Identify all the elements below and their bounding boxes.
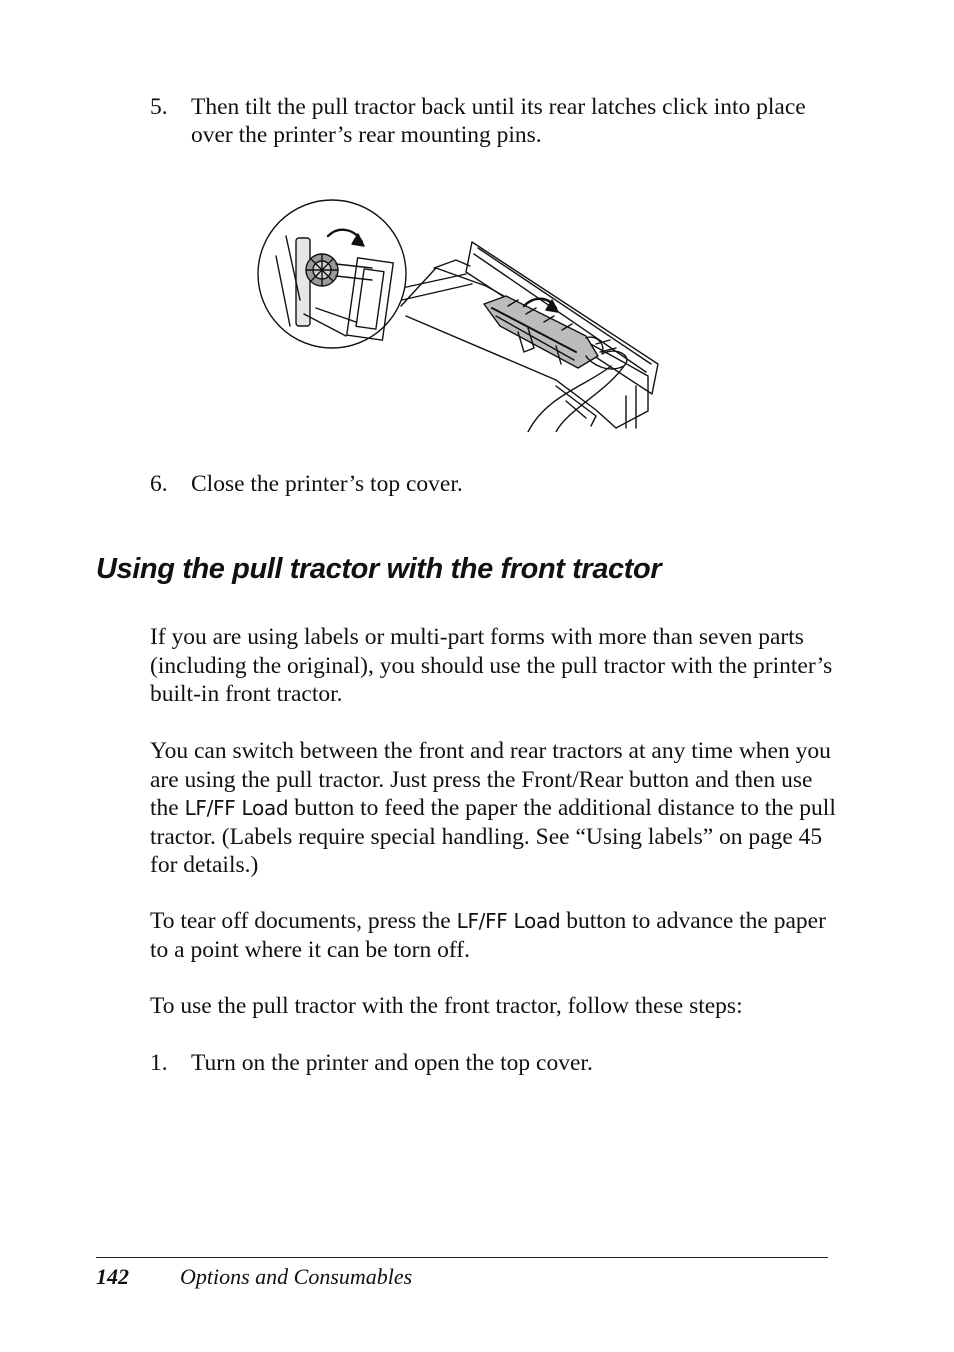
lf-ff-load-button-label: LF/FF Load bbox=[184, 796, 289, 820]
paragraph-steps-intro: To use the pull tractor with the front tractor, follow these steps: bbox=[150, 993, 743, 1019]
step-text: Then tilt the pull tractor back until its rear latches click into place over the printer’s rear mounting pins. bbox=[191, 94, 806, 148]
paragraph-text: button to feed the paper the additional distance to the pull tractor. (Labels require special handling. See “Using labels” on page 45 for details.) bbox=[150, 795, 836, 878]
page-number: 142 bbox=[96, 1264, 129, 1289]
paragraph-text: You can switch between the front and rear tractors at any time when you are using the pull tractor. Just press the Front/Rear button and then use the bbox=[150, 738, 831, 821]
running-title: Options and Consumables bbox=[180, 1264, 413, 1289]
step-number: 6. bbox=[150, 471, 168, 497]
step-number: 1. bbox=[150, 1050, 168, 1076]
paragraph-switch-tractors bbox=[150, 737, 840, 880]
step-5 bbox=[150, 93, 840, 149]
paragraph-text: To tear off documents, press the bbox=[150, 908, 457, 934]
paragraph-intro: If you are using labels or multi-part forms with more than seven parts (including the original), you should use the pull tractor with the printer’s built-in front tractor. bbox=[150, 624, 833, 707]
step-6 bbox=[150, 470, 840, 498]
step-1 bbox=[150, 1049, 840, 1077]
lf-ff-load-button-label: LF/FF Load bbox=[456, 909, 561, 933]
pull-tractor-illustration bbox=[256, 196, 666, 432]
step-text: Turn on the printer and open the top cover. bbox=[191, 1050, 593, 1076]
paragraph-text: button to advance the paper to a point where it can be torn off. bbox=[150, 908, 826, 963]
paragraph-tear-off bbox=[150, 907, 840, 964]
footer-divider bbox=[96, 1257, 828, 1258]
step-number: 5. bbox=[150, 94, 168, 120]
step-text: Close the printer’s top cover. bbox=[191, 471, 463, 497]
section-heading: Using the pull tractor with the front tractor bbox=[96, 553, 662, 585]
